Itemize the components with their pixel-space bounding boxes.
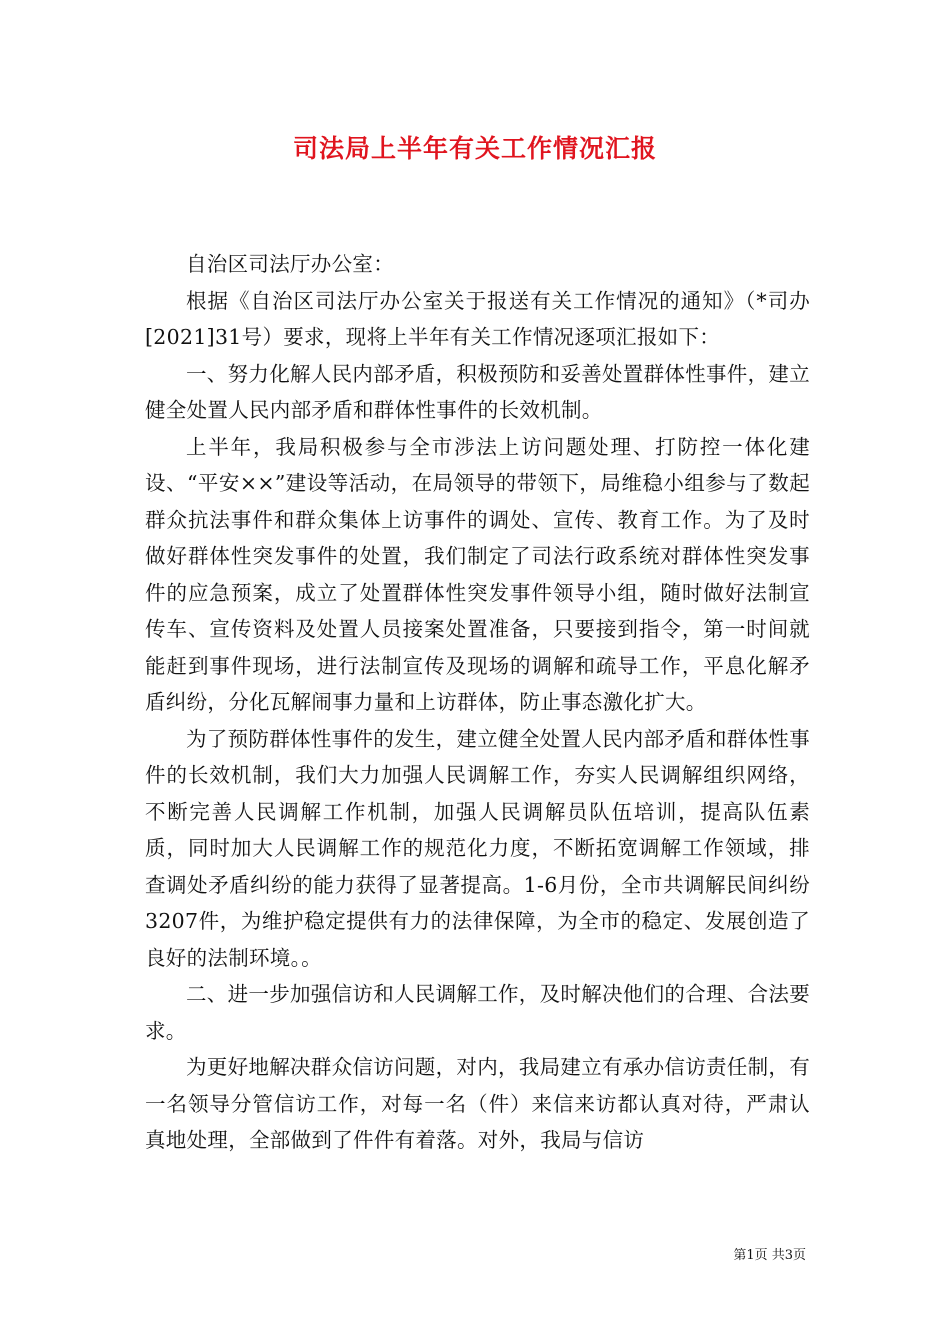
paragraph: 为更好地解决群众信访问题，对内，我局建立有承办信访责任制，有一名领导分管信访工作，对每一名（件）来信来访都认真对待，严肃认真地处理，全部做到了件件有着落。对外，我局与信访	[145, 1055, 810, 1152]
paragraph: 根据《自治区司法厅办公室关于报送有关工作情况的通知》（*司办[2021]31号）要求，现将上半年有关工作情况逐项汇报如下：	[145, 288, 810, 349]
section-heading: 二、进一步加强信访和人民调解工作，及时解决他们的合理、合法要求。	[145, 982, 810, 1043]
document-title: 司法局上半年有关工作情况汇报	[292, 134, 657, 163]
section-heading: 一、努力化解人民内部矛盾，积极预防和妥善处置群体性事件，建立健全处置人民内部矛盾和群体性事件的长效机制。	[145, 361, 810, 422]
document-body	[145, 246, 810, 1159]
paragraph: 为了预防群体性事件的发生，建立健全处置人民内部矛盾和群体性事件的长效机制，我们大力加强人民调解工作，夯实人民调解组织网络，不断完善人民调解工作机制，加强人民调解员队伍培训，提高队伍素质，同时加大人民调解工作的规范化力度，不断拓宽调解工作领域，排查调处矛盾纠纷的能力获得了显著提高。1-6月份，全市共调解民间纠纷3207件，为维护稳定提供有力的法律保障，为全市的稳定、发展创造了良好的法制环境。。	[145, 726, 810, 970]
page-number: 第1页 共3页	[733, 1248, 806, 1263]
salutation: 自治区司法厅办公室：	[186, 252, 394, 276]
paragraph: 上半年，我局积极参与全市涉法上访问题处理、打防控一体化建设、“平安××”建设等活动，在局领导的带领下，局维稳小组参与了数起群众抗法事件和群众集体上访事件的调处、宣传、教育工作。为了及时做好群体性突发事件的处置，我们制定了司法行政系统对群体性突发事件的应急预案，成立了处置群体性突发事件领导小组，随时做好法制宣传车、宣传资料及处置人员接案处置准备，只要接到指令，第一时间就能赶到事件现场，进行法制宣传及现场的调解和疏导工作，平息化解矛盾纠纷，分化瓦解闹事力量和上访群体，防止事态激化扩大。	[145, 434, 810, 714]
